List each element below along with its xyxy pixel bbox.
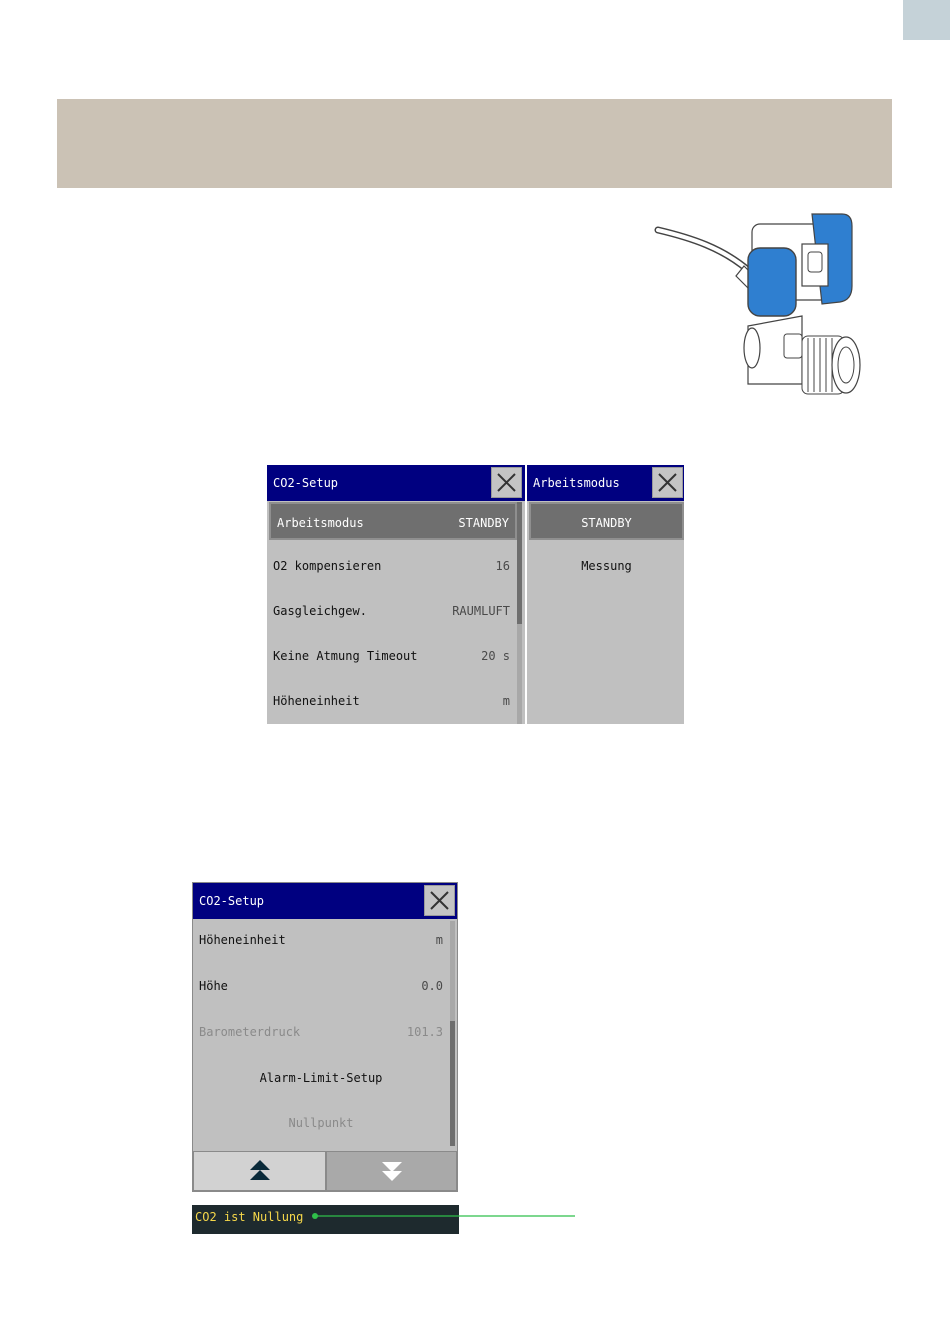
scrollbar-thumb[interactable] [517, 502, 522, 624]
co2-setup-menu [267, 465, 525, 724]
menu-title: CO2-Setup [193, 883, 457, 919]
menu-row-keine-atmung-timeout[interactable] [267, 637, 516, 675]
row-value: m [435, 933, 443, 947]
close-button[interactable] [652, 467, 683, 498]
close-icon [653, 468, 682, 497]
status-bar [192, 1205, 459, 1234]
row-value: 0.0 [421, 979, 443, 993]
page-down-button[interactable] [326, 1151, 457, 1191]
status-message: CO2 ist Nullung [195, 1210, 304, 1224]
menu-row-o2-kompensieren[interactable] [267, 547, 516, 585]
row-label: Höheneinheit [273, 694, 360, 708]
page-down-icon [381, 1158, 403, 1184]
row-value: STANDBY [458, 516, 509, 530]
row-label: Nullpunkt [288, 1116, 354, 1130]
popup-title: Arbeitsmodus [527, 465, 684, 501]
close-icon [492, 468, 521, 497]
section-header-band [57, 99, 892, 188]
menu-row-arbeitsmodus[interactable] [269, 502, 517, 540]
menu-row-hoeheneinheit[interactable] [267, 682, 516, 720]
row-label: Höheneinheit [199, 933, 286, 947]
option-label: Messung [581, 559, 632, 573]
menu-row-barometerdruck [193, 1013, 449, 1051]
row-label: O2 kompensieren [273, 559, 382, 573]
row-label: Alarm-Limit-Setup [259, 1071, 383, 1085]
page-up-button[interactable] [193, 1151, 326, 1191]
row-value: RAUMLUFT [452, 604, 510, 618]
close-icon [425, 886, 454, 915]
menu-title: CO2-Setup [267, 465, 525, 501]
close-button[interactable] [424, 885, 455, 916]
row-label: Barometerdruck [199, 1025, 301, 1039]
scrollbar[interactable] [450, 921, 455, 1146]
option-messung[interactable] [529, 547, 684, 585]
row-label: Arbeitsmodus [277, 516, 364, 530]
row-label: Gasgleichgew. [273, 604, 367, 618]
arbeitsmodus-popup [527, 465, 684, 724]
nullpunkt-button [193, 1104, 449, 1142]
row-label: Höhe [199, 979, 228, 993]
row-value: 16 [495, 559, 510, 573]
chapter-tab [903, 0, 950, 40]
row-label: Keine Atmung Timeout [273, 649, 418, 663]
option-label: STANDBY [581, 516, 632, 530]
scrollbar-thumb[interactable] [450, 1021, 455, 1146]
menu-row-hoehe[interactable] [193, 967, 449, 1005]
row-value: 101.3 [406, 1025, 443, 1039]
co2-setup-menu-page2 [192, 882, 458, 1192]
option-standby[interactable] [529, 502, 684, 540]
row-value: m [502, 694, 510, 708]
menu-row-hoeheneinheit[interactable] [193, 921, 449, 959]
close-button[interactable] [491, 467, 522, 498]
row-value: 20 s [481, 649, 510, 663]
menu-row-gasgleichgewicht[interactable] [267, 592, 516, 630]
scrollbar[interactable] [517, 502, 522, 724]
page-up-icon [249, 1158, 271, 1184]
co2-sensor-icon [652, 208, 867, 416]
alarm-limit-setup-button[interactable] [193, 1059, 449, 1097]
